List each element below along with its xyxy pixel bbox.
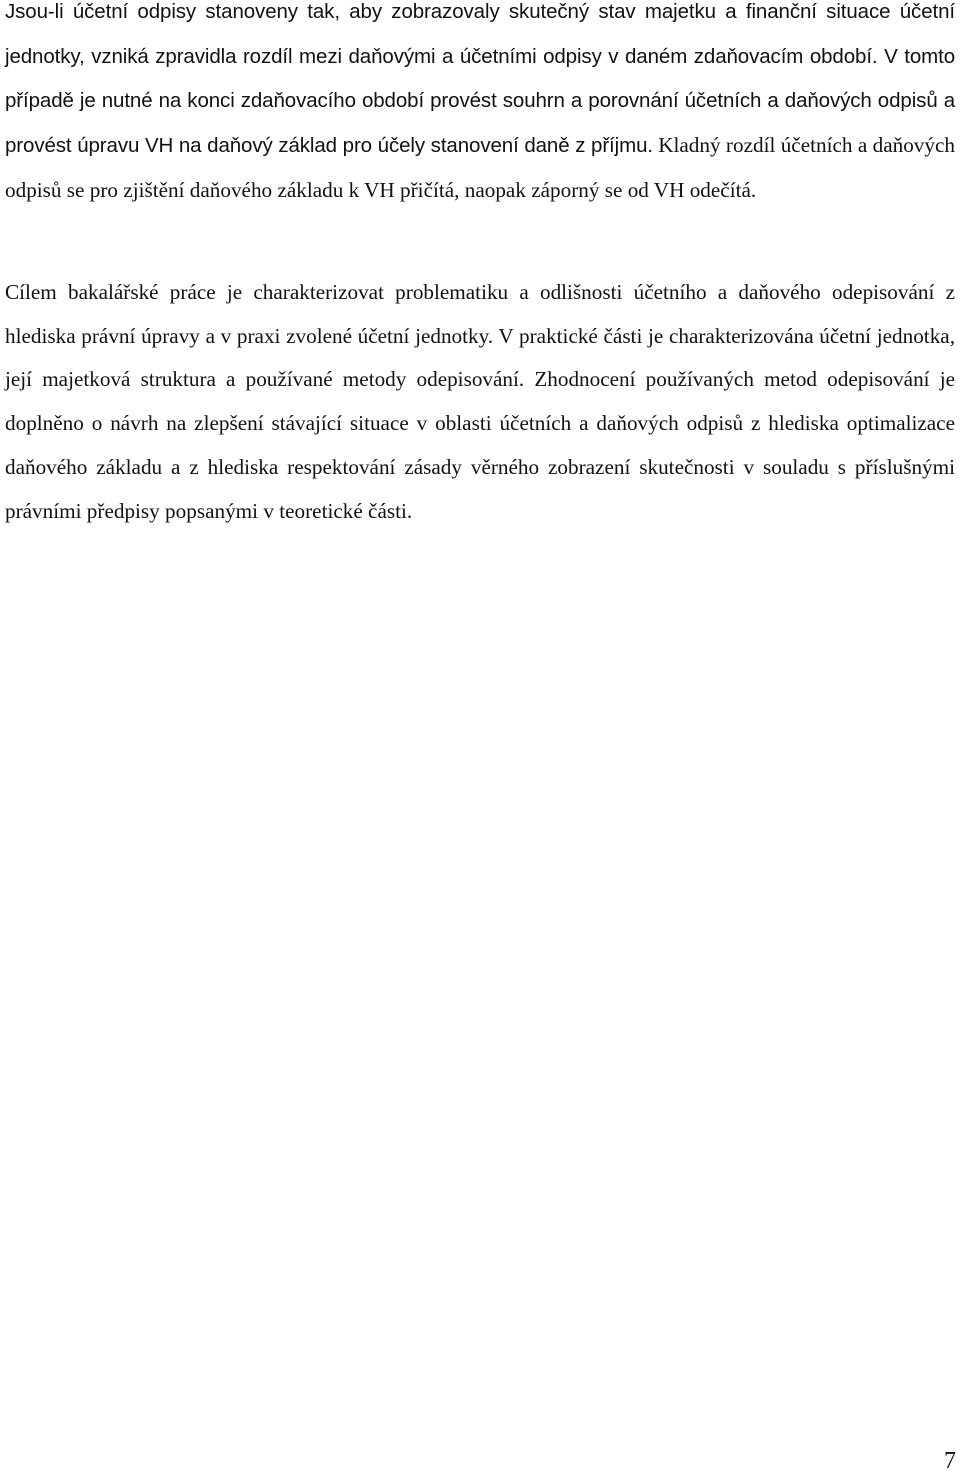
- page-number: 7: [944, 1448, 956, 1474]
- paragraph-depreciation-difference: [5, 0, 955, 214]
- paragraph-2-text: Cílem bakalářské práce je charakterizovat problematiku a odlišnosti účetního a daňového odepisování z hlediska právní úpravy a v praxi zvolené účetní jednotky. V praktické části je charakterizována účetní jednotka, její majetková struktura a používané metody odepisování. Zhodnocení používaných metod odepisování je doplněno o návrh na zlepšení stávající situace v oblasti účetních a daňových odpisů z hlediska optimalizace daňového základu a z hlediska respektování zásady věrného zobrazení skutečnosti v souladu s příslušnými právními předpisy popsanými v teoretické části.: [5, 280, 955, 523]
- paragraph-1-part-1: Jsou-li účetní odpisy stanoveny tak, aby zobrazovaly skutečný stav majetku a finanční situace účetní jednotky, vzniká zpravidla rozdíl mezi daňovými a účetními odpisy v daném zdaňovacím období. V tomto případě je nutné na konci zdaňovacího období provést souhrn a porovnání účetních a daňových odpisů a provést úpravu VH na daňový základ pro účely stanovení daně z příjmu.: [5, 0, 955, 158]
- paragraph-1-part-2: Kladný rozdíl účetních a daňových odpisů se pro zjištění daňového základu k VH přičítá, naopak záporný se od VH odečítá.: [5, 133, 955, 202]
- paragraph-thesis-goal: [5, 271, 955, 533]
